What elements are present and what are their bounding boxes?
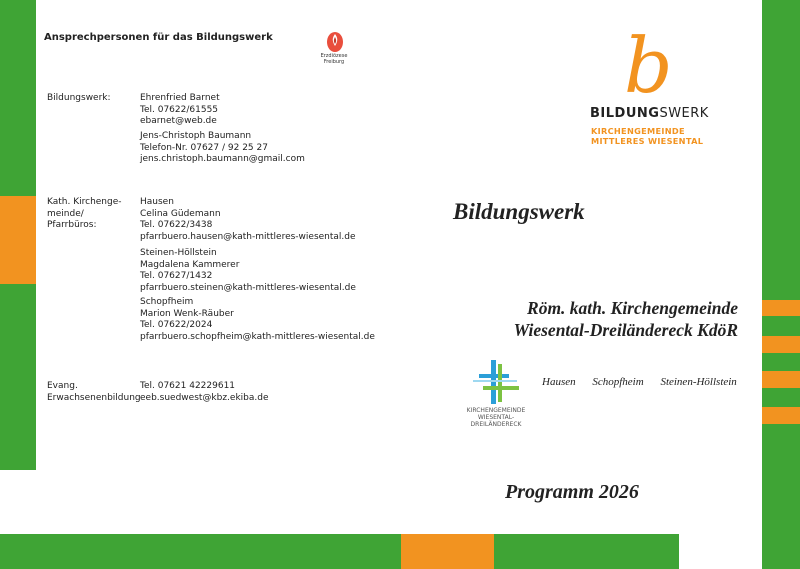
contact-group-evang — [0, 381, 440, 411]
contact-group-label — [47, 381, 141, 404]
contact-phone: Tel. 07622/2024 — [140, 320, 213, 331]
kg-logo-line-3: DREILÄNDERECK — [470, 421, 522, 428]
contact-entry — [140, 131, 440, 166]
bildungswerk-b-mark: b — [624, 21, 673, 110]
erzdioezese-label: Erzdiözese — [320, 53, 348, 59]
bottom-green-bar-left — [0, 534, 401, 569]
subline-2: MITTLERES WIESENTAL — [591, 136, 704, 146]
contact-email: jens.christoph.baumann@gmail.com — [140, 154, 305, 165]
parish-place: Steinen-Höllstein — [140, 248, 217, 258]
contact-entry — [140, 93, 440, 128]
parish-place: Schopfheim — [140, 297, 194, 307]
right-green-stripe-1 — [762, 316, 800, 336]
places-list — [542, 376, 751, 388]
parish-name — [514, 297, 738, 341]
program-title: Programm 2026 — [505, 481, 639, 503]
label-line: Evang. — [47, 381, 78, 391]
double-cross-icon — [471, 360, 521, 404]
parish-line-1: Röm. kath. Kirchengemeinde — [527, 298, 738, 318]
contact-name: Celina Güdemann — [140, 208, 221, 219]
page-title: Bildungswerk — [453, 199, 585, 224]
right-orange-stripe-2 — [762, 336, 800, 353]
contact-group-bildungswerk — [0, 93, 440, 173]
right-green-bar-bottom — [762, 424, 800, 569]
label-line: Pfarrbüros: — [47, 220, 97, 231]
kg-logo-line-2: WIESENTAL- — [477, 414, 515, 421]
contact-phone: Tel. 07622/61555 — [140, 104, 219, 115]
contact-entry — [140, 197, 440, 243]
label-line: meinde/ — [47, 208, 84, 219]
contact-entry — [140, 297, 440, 343]
contact-group-label: Bildungswerk: — [47, 93, 111, 103]
right-orange-stripe-4 — [762, 407, 800, 424]
parish-line-2: Wiesental-Dreiländereck KdöR — [513, 320, 738, 340]
bottom-orange-bar — [401, 534, 494, 569]
contact-entry — [140, 381, 440, 404]
contact-phone: Tel. 07621 42229611 — [140, 381, 236, 391]
contact-name: Ehrenfried Barnet — [140, 93, 220, 103]
contact-email: pfarrbuero.steinen@kath-mittleres-wiesental.de — [140, 282, 356, 293]
parish-place: Hausen — [140, 197, 174, 207]
bottom-green-bar-right — [494, 534, 679, 569]
right-green-stripe-3 — [762, 388, 800, 407]
contact-name: Magdalena Kammerer — [140, 259, 240, 270]
contacts-heading: Ansprechpersonen für das Bildungswerk — [44, 32, 273, 43]
wordmark-bold: BILDUNG — [590, 106, 660, 121]
bildungswerk-logo — [590, 21, 720, 150]
right-orange-stripe-1 — [762, 300, 800, 316]
label-line: Kath. Kirchenge- — [47, 197, 122, 207]
place-schopfheim: Schopfheim — [592, 376, 644, 388]
contact-group-pfarrbueros — [0, 197, 440, 347]
contact-name: Jens-Christoph Baumann — [140, 131, 252, 141]
contact-email: eeb.suedwest@kbz.ekiba.de — [140, 392, 269, 403]
kg-logo-line-1: KIRCHENGEMEINDE — [466, 407, 526, 414]
freiburg-label: Freiburg — [323, 59, 345, 65]
contact-email: ebarnet@web.de — [140, 116, 217, 127]
label-line: Erwachsenenbildung — [47, 392, 141, 403]
contact-email: pfarrbuero.schopfheim@kath-mittleres-wiesental.de — [140, 331, 375, 342]
contact-name: Marion Wenk-Räuber — [140, 308, 234, 319]
bildungswerk-subline — [591, 126, 703, 146]
right-green-stripe-2 — [762, 353, 800, 371]
place-hausen: Hausen — [542, 376, 576, 388]
contact-group-label — [47, 197, 137, 232]
contact-phone: Tel. 07622/3438 — [140, 220, 213, 231]
subline-1: KIRCHENGEMEINDE — [591, 126, 685, 136]
bildungswerk-wordmark — [590, 106, 709, 121]
right-green-bar-top — [762, 0, 800, 300]
erzdioezese-freiburg-logo — [314, 31, 354, 67]
contact-entry — [140, 248, 440, 294]
contact-phone: Telefon-Nr. 07627 / 92 25 27 — [140, 142, 268, 153]
place-steinen-hoellstein: Steinen-Höllstein — [660, 376, 737, 388]
right-orange-stripe-3 — [762, 371, 800, 388]
flame-seal-icon — [326, 31, 344, 53]
contact-email: pfarrbuero.hausen@kath-mittleres-wiesental.de — [140, 231, 356, 242]
kirchengemeinde-logo — [461, 360, 541, 435]
wordmark-rest: SWERK — [659, 106, 709, 121]
contact-phone: Tel. 07627/1432 — [140, 271, 213, 282]
